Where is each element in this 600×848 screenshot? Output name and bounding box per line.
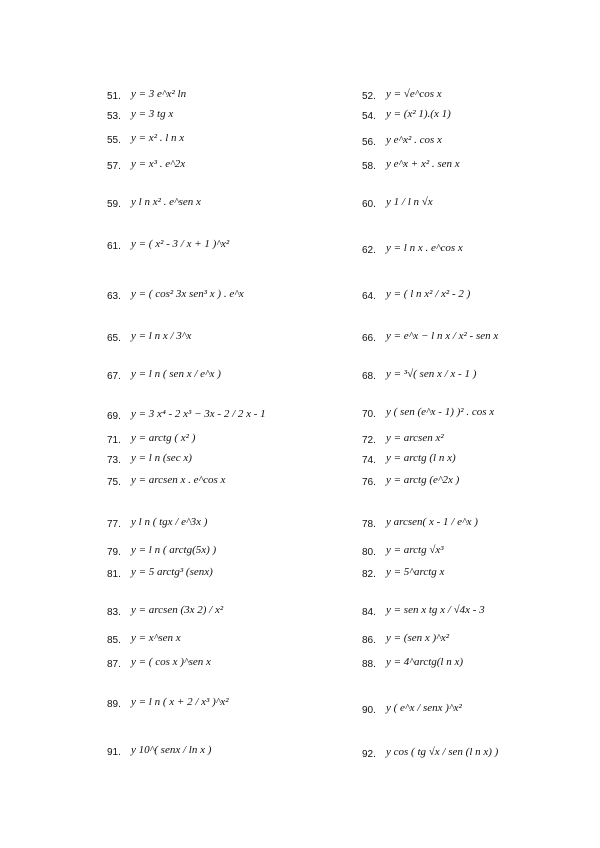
exercise-formula: y = arcsen x . e^cos x bbox=[131, 474, 226, 486]
exercise-number: 81. bbox=[107, 569, 121, 580]
exercise-formula: y = 3 x⁴ - 2 x³ − 3x - 2 / 2 x - 1 bbox=[131, 408, 266, 420]
exercise-formula: y = l n ( x + 2 / x³ )^x² bbox=[131, 696, 229, 708]
exercise-number: 58. bbox=[362, 161, 376, 172]
exercise-number: 52. bbox=[362, 91, 376, 102]
exercise-formula: y = x³ . e^2x bbox=[131, 158, 186, 170]
exercise-number: 80. bbox=[362, 547, 376, 558]
exercise-formula: y = 5 arctg³ (senx) bbox=[131, 566, 213, 578]
exercise-number: 55. bbox=[107, 135, 121, 146]
exercise-formula: y = 5^arctg x bbox=[386, 566, 445, 578]
exercise-number: 61. bbox=[107, 241, 121, 252]
exercise-formula: y = 3 e^x² ln bbox=[131, 88, 187, 100]
exercise-formula: y = arctg ( x² ) bbox=[131, 432, 196, 444]
exercise-formula: y = (x² 1).(x 1) bbox=[386, 108, 451, 120]
exercise-formula: y = sen x tg x / √4x - 3 bbox=[386, 604, 485, 616]
exercise-formula: y = 3 tg x bbox=[131, 108, 174, 120]
exercise-number: 59. bbox=[107, 199, 121, 210]
exercise-number: 51. bbox=[107, 91, 121, 102]
exercise-number: 82. bbox=[362, 569, 376, 580]
exercise-formula: y cos ( tg √x / sen (l n x) ) bbox=[386, 746, 499, 758]
exercise-formula: y = l n x / 3^x bbox=[131, 330, 192, 342]
exercise-formula: y = ( cos x )^sen x bbox=[131, 656, 211, 668]
exercise-formula: y = arctg √x³ bbox=[386, 544, 444, 556]
exercise-formula: y = arcsen x² bbox=[386, 432, 444, 444]
exercise-formula: y 10^( senx / ln x ) bbox=[131, 744, 212, 756]
exercise-formula: y = 4^arctg(l n x) bbox=[386, 656, 464, 668]
exercise-formula: y = e^x − l n x / x² - sen x bbox=[386, 330, 499, 342]
exercise-number: 53. bbox=[107, 111, 121, 122]
exercise-number: 73. bbox=[107, 455, 121, 466]
exercise-number: 70. bbox=[362, 409, 376, 420]
exercise-formula: y e^x + x² . sen x bbox=[386, 158, 460, 170]
exercise-number: 84. bbox=[362, 607, 376, 618]
exercise-number: 86. bbox=[362, 635, 376, 646]
exercise-formula: y = (sen x )^x² bbox=[386, 632, 449, 644]
exercise-number: 69. bbox=[107, 411, 121, 422]
exercise-formula: y l n ( tgx / e^3x ) bbox=[131, 516, 208, 528]
exercise-number: 91. bbox=[107, 747, 121, 758]
exercise-formula: y e^x² . cos x bbox=[386, 134, 442, 146]
exercise-number: 85. bbox=[107, 635, 121, 646]
exercise-number: 60. bbox=[362, 199, 376, 210]
exercise-formula: y = ( cos² 3x sen³ x ) . e^x bbox=[131, 288, 244, 300]
exercise-formula: y ( sen (e^x - 1) )² . cos x bbox=[386, 406, 495, 418]
exercise-number: 88. bbox=[362, 659, 376, 670]
exercise-formula: y = l n x . e^cos x bbox=[386, 242, 463, 254]
exercise-number: 56. bbox=[362, 137, 376, 148]
exercise-number: 57. bbox=[107, 161, 121, 172]
exercise-formula: y = ( l n x² / x² - 2 ) bbox=[386, 288, 471, 300]
exercise-number: 63. bbox=[107, 291, 121, 302]
exercise-number: 75. bbox=[107, 477, 121, 488]
exercise-formula: y = l n ( arctg(5x) ) bbox=[131, 544, 217, 556]
exercise-number: 78. bbox=[362, 519, 376, 530]
exercise-formula: y = arcsen (3x 2) / x² bbox=[131, 604, 224, 616]
exercise-number: 77. bbox=[107, 519, 121, 530]
exercise-formula: y = l n ( sen x / e^x ) bbox=[131, 368, 221, 380]
exercise-number: 90. bbox=[362, 705, 376, 716]
exercise-number: 92. bbox=[362, 749, 376, 760]
exercise-number: 66. bbox=[362, 333, 376, 344]
exercise-number: 62. bbox=[362, 245, 376, 256]
exercise-number: 87. bbox=[107, 659, 121, 670]
exercise-formula: y arcsen( x - 1 / e^x ) bbox=[386, 516, 478, 528]
exercise-formula: y = l n (sec x) bbox=[131, 452, 192, 464]
exercise-formula: y = ( x² - 3 / x + 1 )^x² bbox=[131, 238, 230, 250]
exercise-formula: y ( e^x / senx )^x² bbox=[386, 702, 462, 714]
exercise-formula: y 1 / l n √x bbox=[386, 196, 433, 208]
exercise-number: 65. bbox=[107, 333, 121, 344]
exercise-number: 72. bbox=[362, 435, 376, 446]
exercise-formula: y = √e^cos x bbox=[386, 88, 442, 100]
exercise-formula: y = x^sen x bbox=[131, 632, 181, 644]
exercise-formula: y l n x² . e^sen x bbox=[131, 196, 201, 208]
exercise-number: 83. bbox=[107, 607, 121, 618]
exercise-number: 74. bbox=[362, 455, 376, 466]
exercise-formula: y = arctg (l n x) bbox=[386, 452, 456, 464]
exercise-number: 54. bbox=[362, 111, 376, 122]
exercise-formula: y = arctg (e^2x ) bbox=[386, 474, 460, 486]
exercise-number: 89. bbox=[107, 699, 121, 710]
exercise-number: 68. bbox=[362, 371, 376, 382]
exercise-number: 79. bbox=[107, 547, 121, 558]
exercise-number: 71. bbox=[107, 435, 121, 446]
exercise-formula: y = ³√( sen x / x - 1 ) bbox=[386, 368, 477, 380]
exercise-number: 76. bbox=[362, 477, 376, 488]
exercise-number: 67. bbox=[107, 371, 121, 382]
exercise-formula: y = x² . l n x bbox=[131, 132, 185, 144]
exercise-number: 64. bbox=[362, 291, 376, 302]
